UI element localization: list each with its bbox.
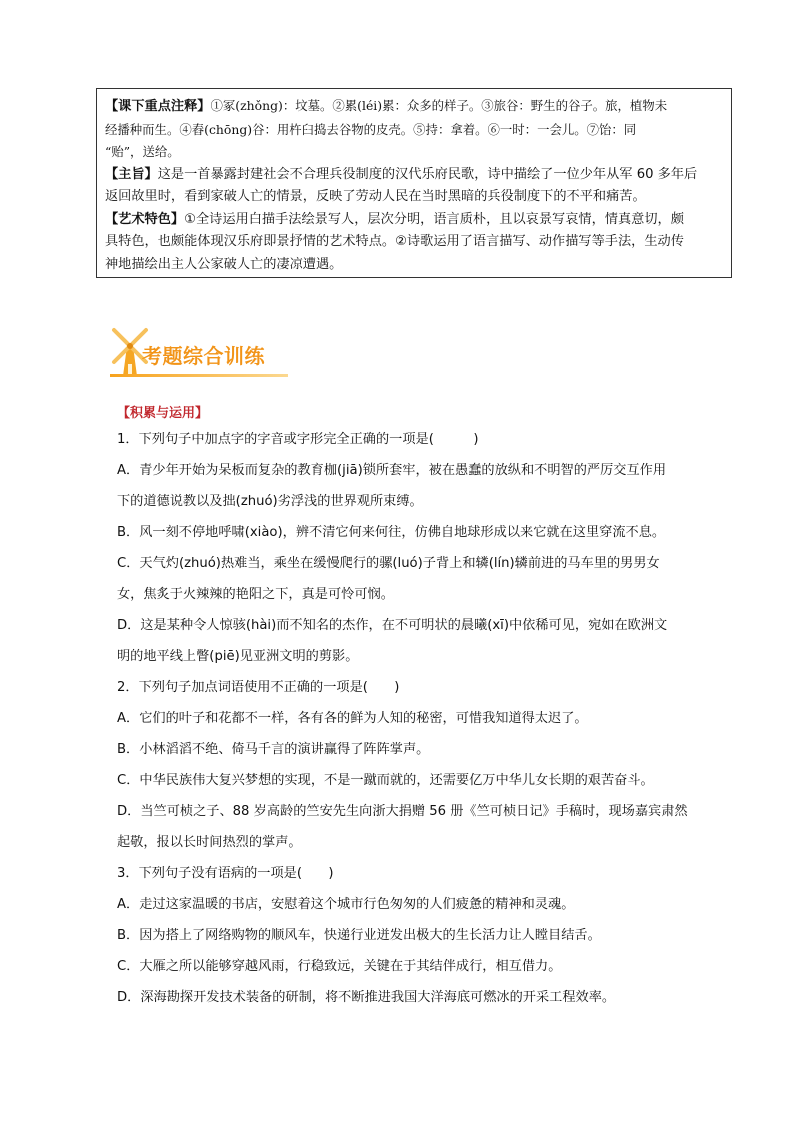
question-line: 2．下列句子加点词语使用不正确的一项是( ) (117, 680, 400, 695)
notes-text-line2: 经播种而生。④舂(chōng)谷：用杵臼捣去谷物的皮壳。⑤持：拿着。⑥一时：一会儿。⑦饴：同 (105, 121, 637, 137)
question-line: A．青少年开始为呆板而复杂的教育枷(jiā)锁所套牢，被在愚蠢的放纵和不明智的严厉交互作用 (117, 463, 667, 478)
question-line: 3．下列句子没有语病的一项是( ) (117, 866, 334, 881)
section-header (110, 326, 300, 382)
art-text-line2: 具特色，也颇能体现汉乐府即景抒情的艺术特点。②诗歌运用了语言描写、动作描写等手法，生动传 (105, 234, 684, 249)
question-line: A．走过这家温暖的书店，安慰着这个城市行色匆匆的人们疲惫的精神和灵魂。 (117, 897, 575, 912)
art-label: 【艺术特色】 (105, 211, 185, 227)
question-line: C．天气灼(zhuó)热难当，乘坐在缓慢爬行的骡(luó)子背上和辚(lín)辚前进的马车里的男男女 (117, 556, 660, 571)
question-line: B．小林滔滔不绝、倚马千言的演讲赢得了阵阵掌声。 (117, 742, 430, 757)
question-line: 明的地平线上瞥(piē)见亚洲文明的剪影。 (117, 649, 359, 664)
section-title: 考题综合训练 (142, 344, 265, 368)
question-line: B．风一刻不停地呼啸(xiào)，辨不清它何来何往，仿佛自地球形成以来它就在这里穿流不息。 (117, 525, 666, 540)
theme-text-line1: 这是一首暴露封建社会不合理兵役制度的汉代乐府民歌，诗中描绘了一位少年从军 60 多年后 (157, 166, 698, 182)
art-text-line1: ①全诗运用白描手法绘景写人，层次分明，语言质朴，且以哀景写哀情，情真意切，颇 (184, 211, 684, 227)
annotation-box (96, 88, 732, 278)
art-paragraph (105, 209, 723, 232)
art-text-line3: 神地描绘出主人公家破人亡的凄凉遭遇。 (105, 256, 343, 272)
question-line: D．这是某种令人惊骇(hài)而不知名的杰作，在不可明状的晨曦(xī)中依稀可见，宛如在欧洲文 (117, 618, 668, 633)
notes-text-line3: “贻”，送给。 (105, 144, 180, 159)
question-line: 起敬，报以长时间热烈的掌声。 (117, 835, 302, 850)
question-list (117, 424, 717, 1013)
notes-paragraph (105, 95, 723, 119)
question-line: D．深海勘探开发技术装备的研制，将不断推进我国大洋海底可燃冰的开采工程效率。 (117, 990, 616, 1005)
theme-label: 【主旨】 (105, 166, 158, 182)
question-line: B．因为搭上了网络购物的顺风车，快递行业迸发出极大的生长活力让人瞠目结舌。 (117, 928, 601, 943)
question-line: C．大雁之所以能够穿越风雨，行稳致远，关键在于其结伴成行，相互借力。 (117, 959, 562, 974)
section-label: 【积累与运用】 (117, 406, 209, 421)
section-underline (110, 374, 288, 377)
notes-label: 【课下重点注释】 (105, 99, 211, 114)
theme-paragraph (105, 164, 723, 187)
question-line: 1．下列句子中加点字的字音或字形完全正确的一项是( ) (117, 432, 479, 447)
question-line: 女，焦炙于火辣辣的艳阳之下，真是可怜可悯。 (117, 587, 394, 602)
question-line: A．它们的叶子和花都不一样，各有各的鲜为人知的秘密，可惜我知道得太迟了。 (117, 711, 588, 726)
question-line: C．中华民族伟大复兴梦想的实现，不是一蹴而就的，还需要亿万中华儿女长期的艰苦奋斗。 (117, 773, 654, 788)
theme-text-line2: 返回故里时，看到家破人亡的情景，反映了劳动人民在当时黑暗的兵役制度下的不平和痛苦。 (105, 189, 646, 204)
notes-text-line1: ①冢(zhǒng)：坟墓。②累(léi)累：众多的样子。③旅谷：野生的谷子。旅，植物未 (210, 98, 668, 113)
question-line: D．当竺可桢之子、88 岁高龄的竺安先生向浙大捐赠 56 册《竺可桢日记》手稿时，现场嘉宾肃然 (117, 804, 688, 819)
question-line: 下的道德说教以及拙(zhuó)劣浮浅的世界观所束缚。 (117, 494, 423, 509)
